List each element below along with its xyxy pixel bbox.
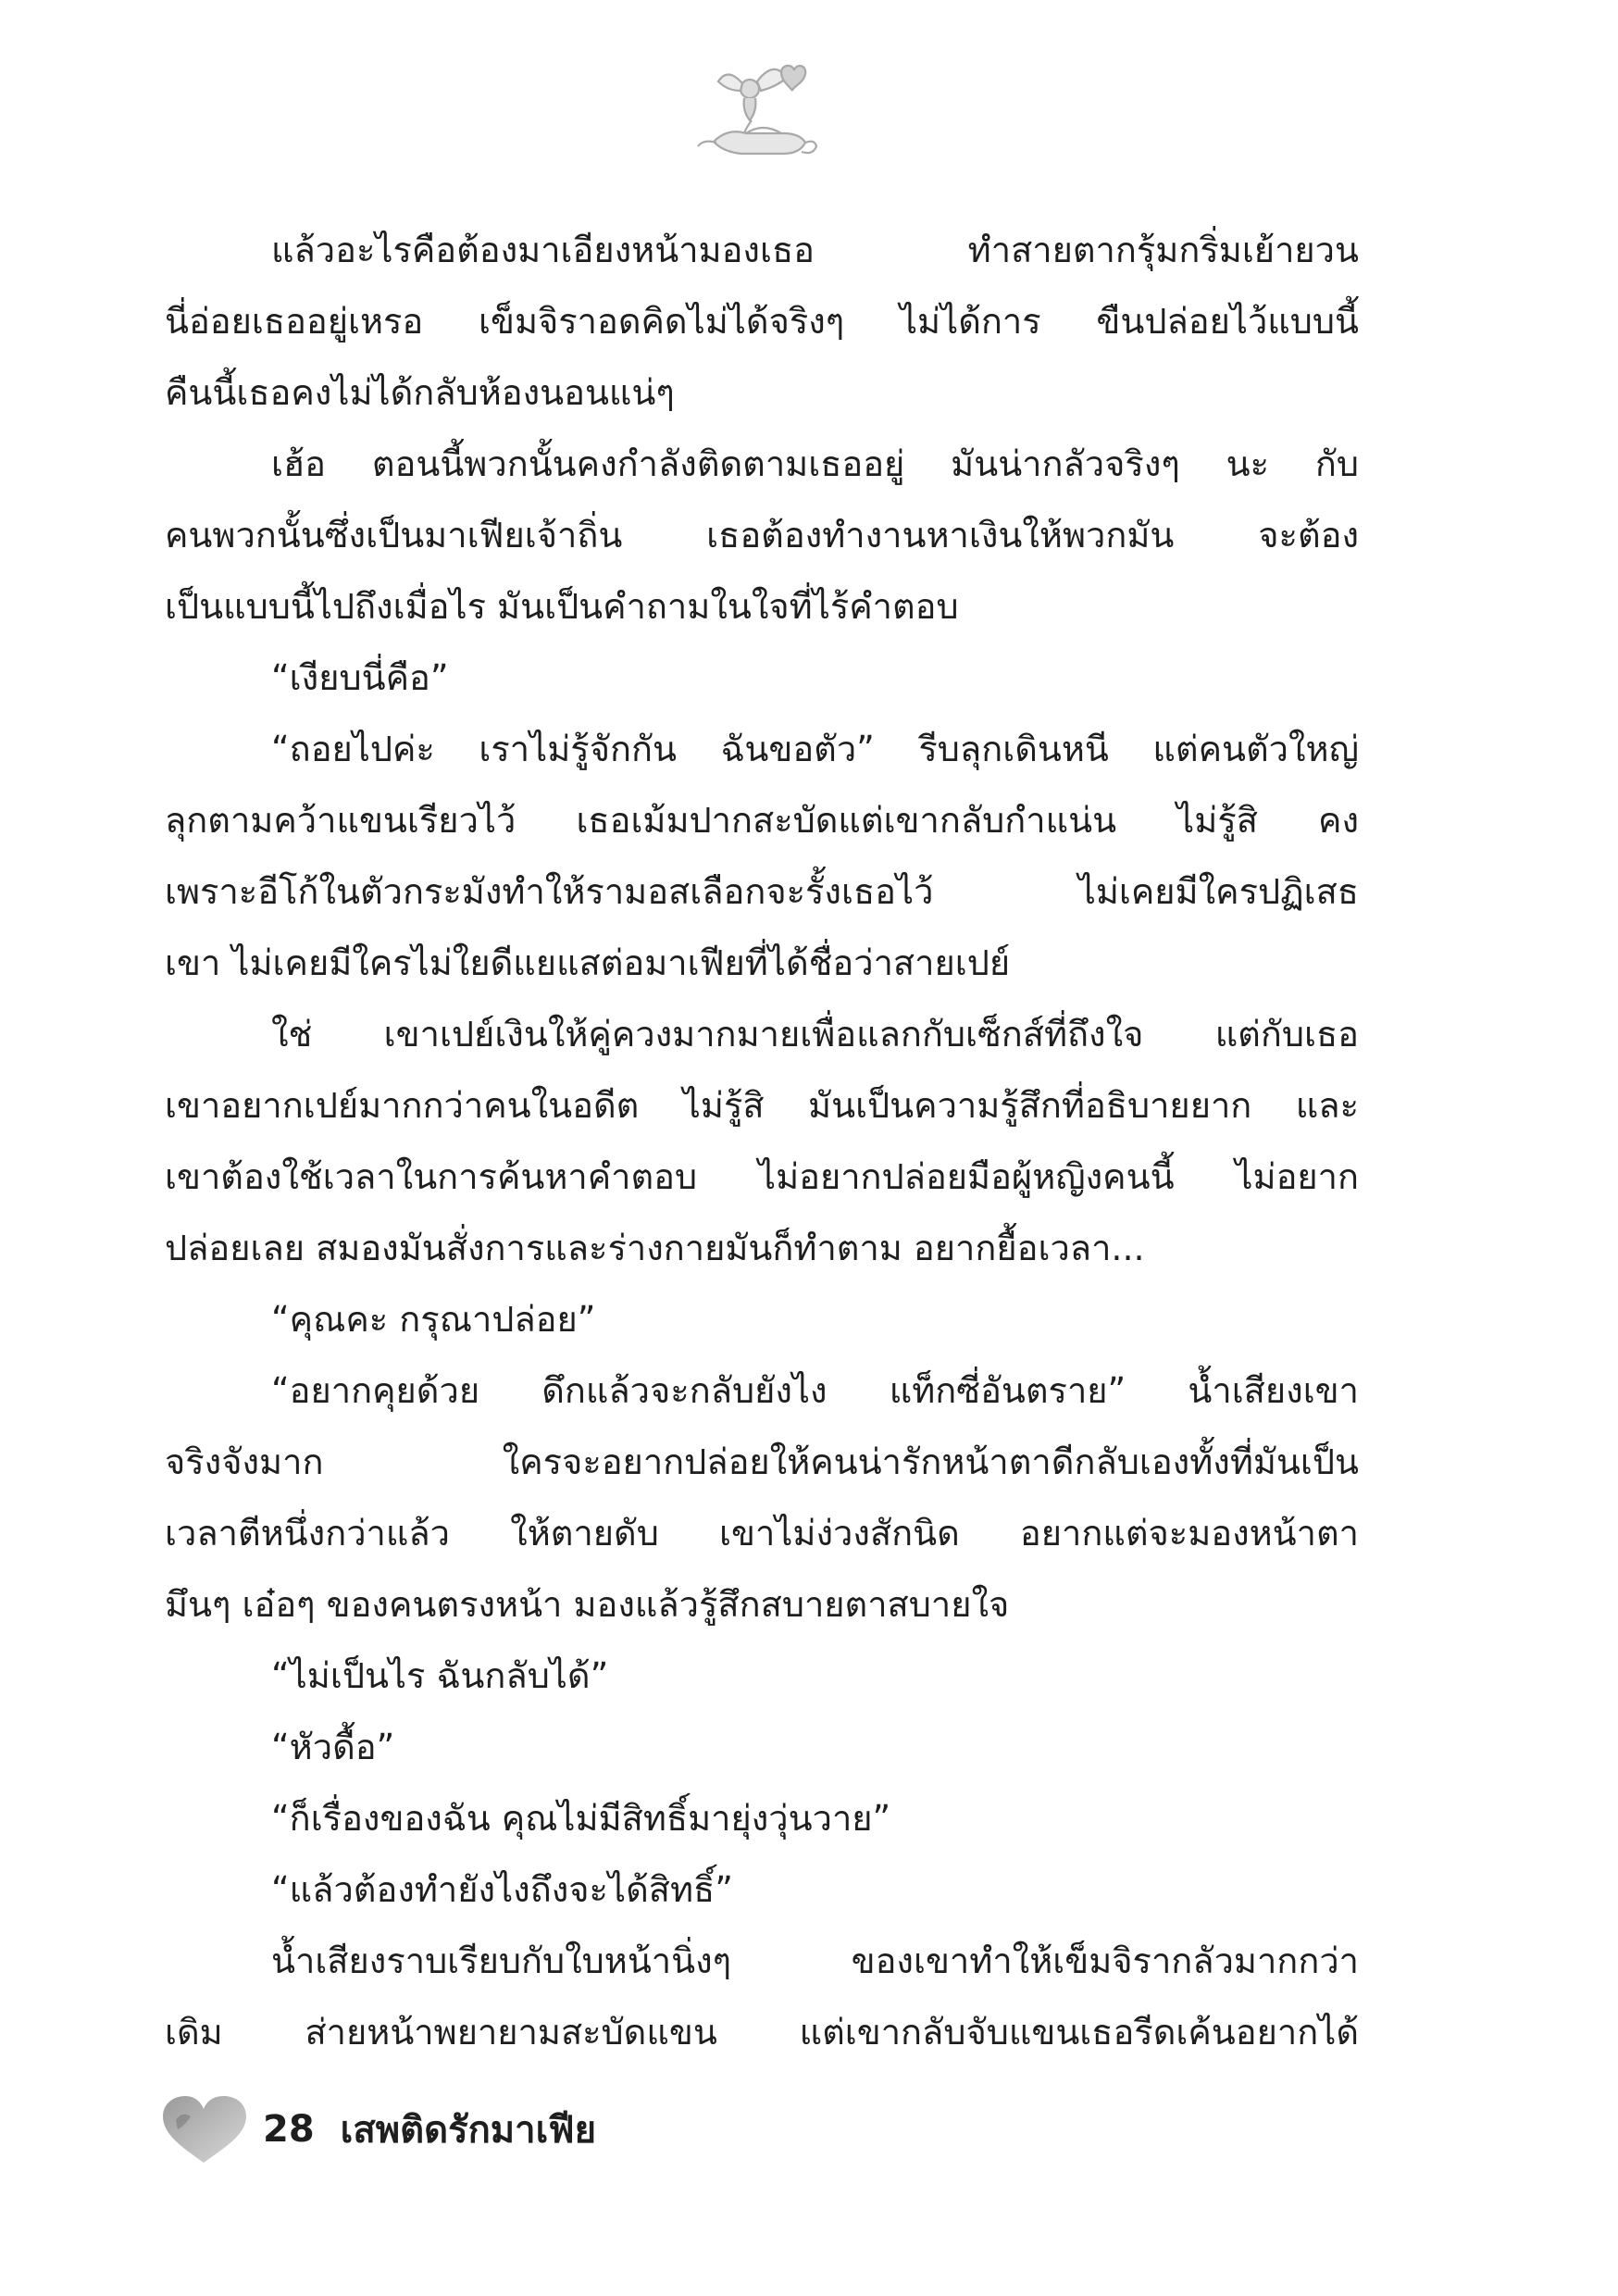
text-line: คนพวกนั้นซึ่งเป็นมาเฟียเจ้าถิ่น เธอต้องทำงานหาเงินให้พวกมัน จะต้อง [165,515,1359,555]
text-line: “หัวดื้อ” [271,1727,395,1767]
text-line: ใช่ เขาเปย์เงินให้คู่ควงมากมายเพื่อแลกกับเซ็กส์ที่ถึงใจ แต่กับเธอ [271,1014,1359,1054]
heart-icon [157,2092,250,2166]
text-line: แล้วอะไรคือต้องมาเอียงหน้ามองเธอ ทำสายตากรุ้มกริ่มเย้ายวน [271,230,1359,270]
text-line: เขาอยากเปย์มากกว่าคนในอดีต ไม่รู้สิ มันเป็นความรู้สึกที่อธิบายยาก และ [165,1085,1359,1126]
text-line: จริงจังมาก ใครจะอยากปล่อยให้คนน่ารักหน้าตาดีกลับเองทั้งที่มันเป็น [165,1441,1359,1482]
text-line: เพราะอีโก้ในตัวกระมังทำให้รามอสเลือกจะรั้งเธอไว้ ไม่เคยมีใครปฏิเสธ [165,871,1359,912]
book-title: เสพติดรักมาเฟีย [340,2109,597,2152]
text-line: “ก็เรื่องของฉัน คุณไม่มีสิทธิ์มายุ่งวุ่นวาย” [271,1798,891,1839]
text-line: น้ำเสียงราบเรียบกับใบหน้านิ่งๆ ของเขาทำให้เข็มจิรากลัวมากกว่า [271,1940,1359,1981]
text-line: คืนนี้เธอคงไม่ได้กลับห้องนอนแน่ๆ [165,372,675,413]
text-line: นี่อ่อยเธออยู่เหรอ เข็มจิราอดคิดไม่ได้จริงๆ ไม่ได้การ ขืนปล่อยไว้แบบนี้ [165,301,1359,342]
text-line: “อยากคุยด้วย ดึกแล้วจะกลับยังไง แท็กซี่อันตราย” น้ำเสียงเขา [271,1370,1359,1411]
text-line: “ไม่เป็นไร ฉันกลับได้” [271,1655,609,1696]
page-footer [157,2088,596,2171]
text-line: “แล้วต้องทำยังไงถึงจะได้สิทธิ์” [271,1869,733,1910]
text-line: เวลาตีหนึ่งกว่าแล้ว ให้ตายดับ เขาไม่ง่วงสักนิด อยากแต่จะมองหน้าตา [165,1513,1359,1554]
text-line: เขาต้องใช้เวลาในการค้นหาคำตอบ ไม่อยากปล่อยมือผู้หญิงคนนี้ ไม่อยาก [165,1156,1359,1197]
text-line: มึนๆ เอ๋อๆ ของคนตรงหน้า มองแล้วรู้สึกสบายตาสบายใจ [165,1584,1010,1625]
page-number: 28 [263,2108,315,2151]
text-line: เป็นแบบนี้ไปถึงเมื่อไร มันเป็นคำถามในใจที่ไร้คำตอบ [165,586,959,627]
cupid-lamp-icon [691,54,820,165]
text-line: “ถอยไปค่ะ เราไม่รู้จักกัน ฉันขอตัว” รีบลุกเดินหนี แต่คนตัวใหญ่ [271,729,1359,769]
text-line: เดิม ส่ายหน้าพยายามสะบัดแขน แต่เขากลับจับแขนเธอรีดเค้นอยากได้ [165,2012,1359,2053]
body-text [165,215,1359,2068]
text-line: ลุกตามคว้าแขนเรียวไว้ เธอเม้มปากสะบัดแต่เขากลับกำแน่น ไม่รู้สิ คง [165,800,1359,841]
text-line: ปล่อยเลย สมองมันสั่งการและร่างกายมันก็ทำตาม อยากยื้อเวลา... [165,1228,1145,1268]
text-line: “เงียบนี่คือ” [271,657,449,698]
text-line: “คุณคะ กรุณาปล่อย” [271,1299,596,1340]
text-line: เขา ไม่เคยมีใครไม่ใยดีแยแสต่อมาเฟียที่ได้ชื่อว่าสายเปย์ [165,942,1011,983]
text-line: เฮ้อ ตอนนี้พวกนั้นคงกำลังติดตามเธออยู่ มันน่ากลัวจริงๆ นะ กับ [271,443,1359,484]
